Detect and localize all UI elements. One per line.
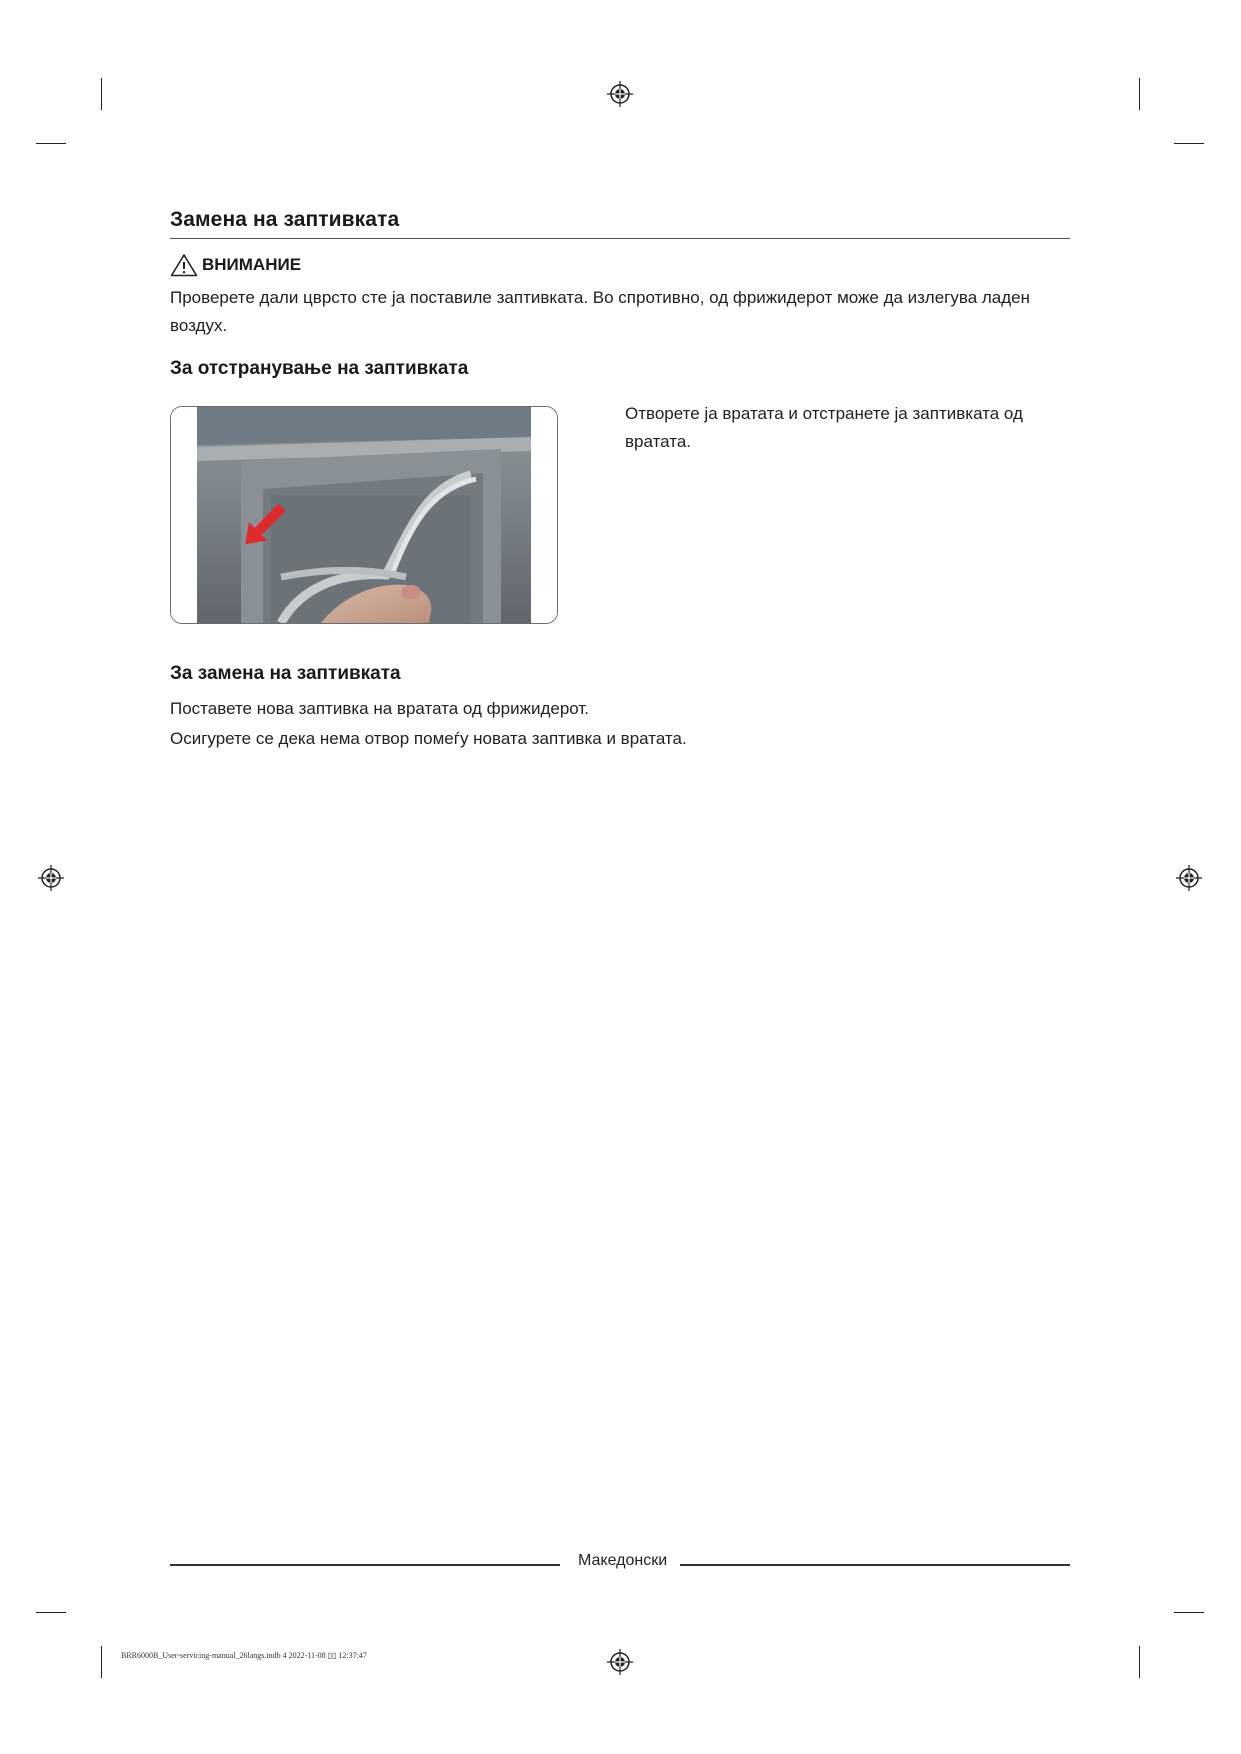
warning-triangle-icon: [170, 253, 198, 277]
registration-mark-icon: [38, 865, 64, 891]
crop-mark-bottom-left: [101, 1646, 102, 1678]
registration-mark-icon: [607, 1649, 633, 1675]
crop-mark-top-left-h: [36, 143, 66, 144]
print-slug: BRR6000B_User-servicing-manual_26langs.indb 4 2022-11-08 ▯▯ 12:37:47: [121, 1651, 367, 1660]
caution-text: Проверете дали цврсто сте ја поставиле заптивката. Во спротивно, од фрижидерот може да излегува ладен воздух.: [170, 288, 1031, 335]
crop-mark-top-right: [1139, 78, 1140, 110]
footer-language: Македонски: [578, 1552, 668, 1569]
registration-mark-icon: [607, 81, 633, 107]
crop-mark-top-left: [101, 78, 102, 110]
section-title: Замена на заптивката: [170, 208, 400, 231]
registration-mark-icon: [1176, 865, 1202, 891]
replacement-line-2: Осигурете се дека нема отвор помеѓу новата заптивка и вратата.: [170, 729, 687, 748]
footer-line-right: [680, 1564, 1070, 1566]
footer-line-left: [170, 1564, 560, 1566]
removal-heading: За отстранување на заптивката: [170, 358, 469, 379]
crop-mark-bottom-right-h: [1174, 1612, 1204, 1613]
crop-mark-bottom-right: [1139, 1646, 1140, 1678]
caution-label: ВНИМАНИЕ: [202, 255, 302, 274]
replacement-heading: За замена на заптивката: [170, 663, 401, 684]
replacement-line-1: Поставете нова заптивка на вратата од фрижидерот.: [170, 699, 589, 718]
gasket-removal-photo: [170, 406, 558, 624]
section-divider: [170, 238, 1070, 239]
crop-mark-top-right-h: [1174, 143, 1204, 144]
caution-header: [170, 253, 301, 277]
removal-instruction: Отворете ја вратата и отстранете ја заптивката од вратата.: [625, 404, 1023, 451]
crop-mark-bottom-left-h: [36, 1612, 66, 1613]
